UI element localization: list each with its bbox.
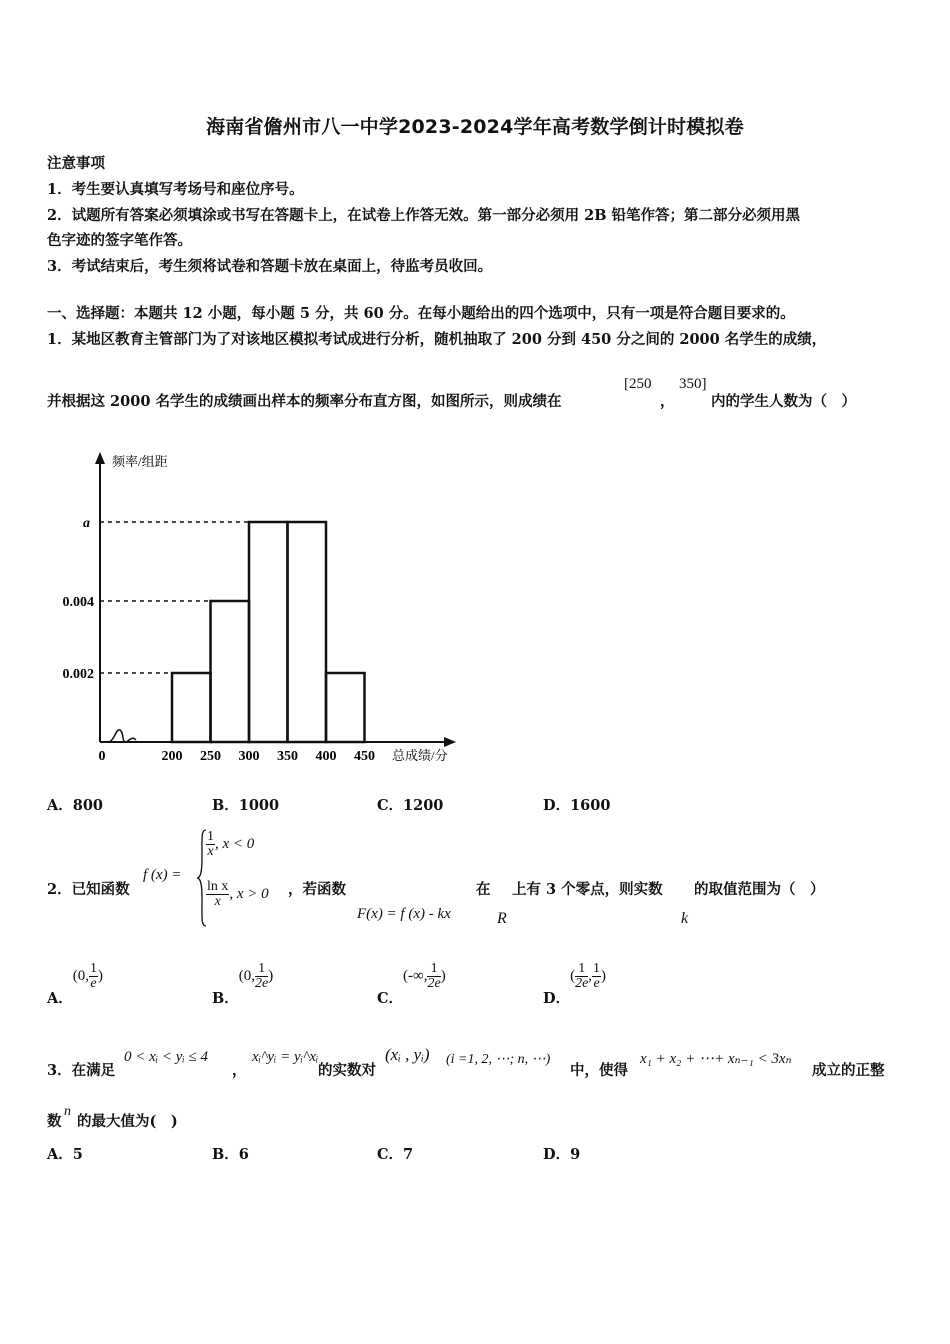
y-tick-label: 0.004: [62, 595, 94, 610]
q1-interval-right: 350]: [679, 376, 707, 392]
x-tick-label: 0: [98, 749, 106, 764]
q2-Fx: F(x) = f (x) - kx: [357, 906, 451, 922]
q2-case1-cond: , x < 0: [215, 836, 255, 852]
q3-line2b: 的最大值为( ): [77, 1113, 178, 1130]
q3-zhong: 中，使得: [570, 1062, 628, 1079]
q2-zai: 在: [476, 881, 491, 898]
q2-end: 的取值范围为（ ）: [694, 881, 825, 898]
q2-R: R: [497, 910, 507, 927]
q1-text-line2: 并根据这 2000 名学生的成绩画出样本的频率分布直方图，如图所示，则成绩在: [47, 393, 562, 410]
x-tick-label: 250: [200, 749, 221, 764]
q3-mid: 的实数对: [318, 1062, 376, 1079]
y-axis-label: 频率/组距: [112, 454, 168, 469]
q2-fx: f (x) =: [143, 867, 182, 883]
x-tick-label: 300: [238, 749, 260, 764]
q3-cond2: xᵢ^yᵢ = yᵢ^xᵢ: [252, 1049, 319, 1065]
q3-option-c[interactable]: C．7: [377, 1146, 414, 1163]
histogram-bar: [326, 673, 365, 742]
q1-option-b[interactable]: B．1000: [212, 797, 280, 814]
notice-item-3: 3．考试结束后，考生须将试卷和答题卡放在桌面上，待监考员收回。: [47, 258, 493, 275]
q1-option-a[interactable]: A．800: [47, 797, 104, 814]
q1-option-c[interactable]: C．1200: [377, 797, 444, 814]
q3-option-b[interactable]: B．6: [212, 1146, 249, 1163]
section-heading: 一、选择题：本题共 12 小题，每小题 5 分，共 60 分。在每小题给出的四个选项中，只有一项是符合题目要求的。: [47, 305, 795, 322]
q2-option-d[interactable]: D．( $\frac{1}{2e}$ , $\frac{1}{e}$ ): [543, 961, 607, 1007]
histogram-bar: [288, 522, 327, 742]
histogram-chart: [40, 440, 470, 780]
q2-case1-num: 1: [207, 829, 214, 844]
notice-item-2: 2．试题所有答案必须填涂或书写在答题卡上，在试卷上作答无效。第一部分必须用 2B 铅笔作答；第二部分必须用黑: [47, 207, 801, 224]
page-title: 海南省儋州市八一中学2023-2024学年高考数学倒计时模拟卷: [206, 116, 744, 138]
x-tick-label: 200: [161, 749, 183, 764]
q3-option-d[interactable]: D．9: [543, 1146, 581, 1163]
q3-ineq: x₁ + x₂ + ⋯+ xₙ₋₁ < 3xₙ: [640, 1051, 792, 1067]
q1-interval-comma: ，: [660, 393, 675, 410]
x-axis-label: 总成绩/分: [392, 748, 448, 763]
y-axis-arrow: [95, 452, 105, 464]
q2-option-c[interactable]: C．(-∞, $\frac{1}{2e}$ ): [377, 961, 446, 1007]
x-tick-label: 400: [315, 749, 337, 764]
q1-text-line2-end: 内的学生人数为（ ）: [711, 393, 856, 410]
q2-case2-den: x: [214, 894, 221, 909]
histogram-bar: [172, 673, 211, 742]
q3-n: n: [64, 1104, 71, 1119]
notice-item-1: 1．考生要认真填写考场号和座位序号。: [47, 181, 304, 198]
q2-k: k: [681, 910, 689, 927]
q2-case2-num: ln x: [207, 879, 229, 894]
q1-text-line1: 1．某地区教育主管部门为了对该地区模拟考试成进行分析，随机抽取了 200 分到 450 分之间的 2000 名学生的成绩，: [47, 331, 827, 348]
q2-case1-den: x: [207, 844, 214, 859]
q3-comma: ，: [232, 1062, 247, 1079]
y-tick-label: 0.002: [62, 667, 94, 682]
q3-line2a: 数: [47, 1113, 62, 1130]
x-tick-label: 450: [354, 749, 375, 764]
q3-index: (i =1, 2, ⋯; n, ⋯): [446, 1052, 551, 1067]
histogram-bar: [211, 601, 250, 742]
q2-rest: 上有 3 个零点，则实数: [512, 881, 663, 898]
q2-mid: ，若函数: [288, 881, 346, 898]
q3-cond1: 0 < xᵢ < yᵢ ≤ 4: [124, 1049, 209, 1065]
q2-case2-cond: , x > 0: [229, 886, 269, 902]
q3-prefix: 3．在满足: [47, 1062, 116, 1079]
y-tick-label: a: [83, 516, 90, 531]
q2-option-a[interactable]: A．(0, $\frac{1}{e}$ ): [47, 961, 104, 1007]
q2-case2: [206, 880, 269, 909]
q3-option-a[interactable]: A．5: [47, 1146, 83, 1163]
q2-case1: [206, 830, 254, 859]
notice-item-2-cont: 色字迹的签字笔作答。: [47, 232, 192, 249]
q2-prefix: 2．已知函数: [47, 881, 130, 898]
histogram-bar: [249, 522, 288, 742]
q3-end: 成立的正整: [812, 1062, 885, 1079]
axis-break: [108, 730, 136, 742]
x-axis-arrow: [444, 737, 456, 747]
x-tick-label: 350: [277, 749, 298, 764]
q1-option-d[interactable]: D．1600: [543, 797, 611, 814]
q1-interval-left: [250: [624, 376, 652, 392]
q2-option-b[interactable]: B．(0, $\frac{1}{2e}$ ): [212, 961, 274, 1007]
notice-heading: 注意事项: [47, 155, 105, 172]
q3-pair: (xᵢ , yᵢ): [385, 1045, 430, 1064]
